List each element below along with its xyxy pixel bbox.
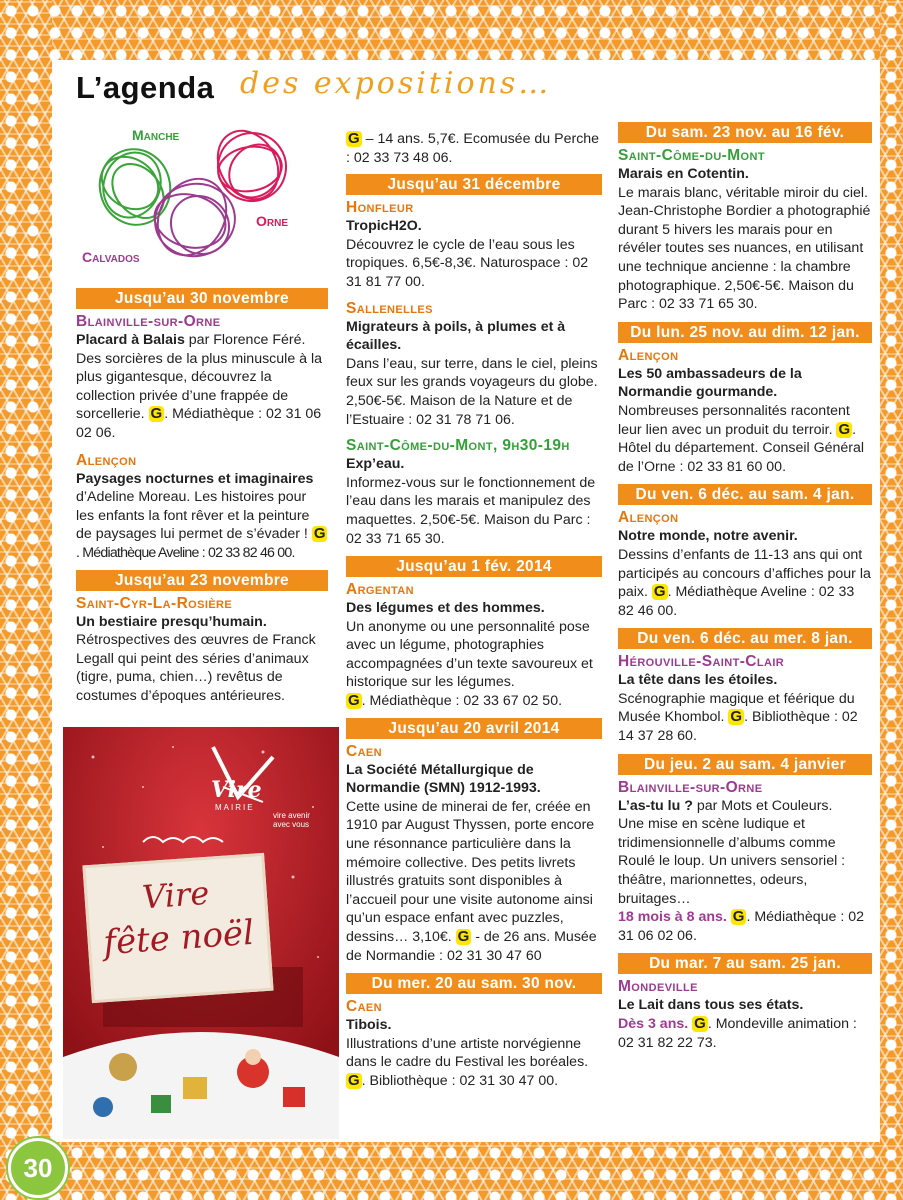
event-title: Des légumes et des hommes. (346, 600, 545, 617)
date-bar: Jusqu’au 1 fév. 2014 (346, 556, 602, 577)
agenda-column-1 (76, 288, 328, 706)
agenda-column-3 (618, 122, 872, 1052)
decorative-border-top (0, 0, 903, 60)
date-bar: Du ven. 6 déc. au mer. 8 jan. (618, 628, 872, 649)
event-description: Un anonyme ou une personnalité pose avec un légume, photographies accompagnées d’un texte savoureux et historique sur les légumes. (346, 618, 593, 691)
event-description-text: Illustrations d’une artiste norvégienne dans le cadre du Festival les boréales. (346, 1035, 589, 1071)
event-description: Rétrospectives des œuvres de Franck Legall qui peint des séries d’animaux (tigre, puma, chien…) revêtus de costumes d’époques antérieures. (76, 632, 316, 704)
event-description: Le marais blanc, véritable miroir du ciel. Jean-Christophe Bordier a photographié durant 5 hivers les marais pour en révéler toutes ses nuances, en utilisant une technique ancienne : la chambre photographique. 2,50€-5€. Maison du Parc : 02 33 71 65 30. (618, 184, 871, 313)
free-badge: G (348, 692, 360, 710)
event-location: Sallenelles (346, 299, 433, 317)
event-contact-line (618, 1015, 872, 1052)
event-description-text: Des sorcières de la plus minuscule à la plus gigantesque, découvrez la collection privée d’une frappée de sorcellerie. (76, 350, 323, 423)
poster-logo-sub: MAIRIE (215, 803, 255, 812)
date-bar: Jusqu’au 23 novembre (76, 570, 328, 591)
event-description: Découvrez le cycle de l’eau sous les tropiques. 6,5€-8,3€. Naturospace : 02 31 81 77 00. (346, 236, 589, 290)
free-badge: G (348, 1071, 360, 1089)
event-title: Tibois. (346, 1017, 392, 1034)
date-bar: Du ven. 6 déc. au sam. 4 jan. (618, 484, 872, 505)
event-location: Alençon (76, 451, 137, 469)
event-description (76, 488, 328, 562)
date-bar: Du mer. 20 au sam. 30 nov. (346, 973, 602, 994)
date-bar: Jusqu’au 30 novembre (76, 288, 328, 309)
event-location: Caen (346, 998, 383, 1016)
page-number: 30 (8, 1138, 68, 1198)
map-label-calvados: Calvados (82, 249, 140, 265)
event-description-text: Scénographie magique et féérique du Musée Khombol. (618, 690, 855, 726)
free-badge: G (694, 1015, 706, 1032)
event-title: La tête dans les étoiles. (618, 672, 778, 689)
event-description-text: d’Adeline Moreau. Les histoires pour les enfants la font rêver et la peinture de paysages lui permet de s’évader ! (76, 489, 312, 543)
page-title-script: des expositions… (240, 66, 552, 101)
event-location: Blainville-sur-Orne (618, 778, 763, 796)
event-description-text: Dessins d’enfants de 11-13 ans qui ont participés au concours d’affiches pour la paix. (618, 546, 871, 601)
event-title: Marais en Cotentin. (618, 166, 749, 182)
event-title: La Société Métallurgique de Normandie (SMN) 1912-1993. (346, 761, 541, 797)
event-contact: . Hôtel du département. Conseil Général de l’Orne : 02 33 81 60 00. (618, 421, 865, 475)
event-description (76, 350, 328, 443)
date-bar: Du lun. 25 nov. au dim. 12 jan. (618, 322, 872, 343)
event-contact: – 14 ans. 5,7€. Ecomusée du Perche : 02 33 73 48 06. (346, 131, 600, 166)
event-description: Informez-vous sur le fonctionnement de l’eau dans les marais et manipulez des maquettes. 2,50€-5€. Maison du Parc : 02 33 71 65 30. (346, 474, 596, 547)
event-title: Paysages nocturnes et imaginaires (76, 470, 314, 487)
date-bar: Du jeu. 2 au sam. 4 janvier (618, 754, 872, 775)
date-bar: Du mar. 7 au sam. 25 jan. (618, 953, 872, 974)
map-label-manche: Manche (132, 127, 180, 143)
event-location: Caen (346, 742, 383, 760)
event-location: Hérouville-Saint-Clair (618, 653, 785, 671)
age-range: 18 mois à 8 ans. (618, 909, 727, 926)
event-entry (618, 797, 872, 816)
decorative-border-left (0, 0, 52, 1200)
event-contact: . Bibliothèque : 02 14 37 28 60. (618, 709, 858, 745)
event-title: Exp’eau. (346, 456, 405, 473)
event-location: Saint-Côme-du-Mont, 9h30-19h (346, 437, 570, 455)
event-title: TropicH2O. (346, 218, 422, 235)
event-location: Saint-Cyr-La-Rosière (76, 594, 233, 612)
map-label-orne: Orne (256, 213, 289, 229)
event-contact: . Médiathèque : 02 33 67 02 50. (361, 693, 563, 710)
free-badge: G (838, 420, 851, 438)
event-contact: . Médiathèque : 02 31 06 02 06. (618, 909, 864, 944)
event-description (618, 690, 872, 746)
event-description (618, 546, 872, 620)
poster-sign-line1: Vire (140, 873, 211, 917)
event-location: Mondeville (618, 978, 698, 996)
event-description-text: Cette usine de minerai de fer, créée en 1910 par August Thyssen, porte encore une résonnance particulière dans la mémoire collective. Des petits livrets illustrés gratuits sont disponibles à l’accueil pour une visite autonome ainsi qu’un espace enfant avec puzzles, dessins… 3,10€. (346, 798, 595, 945)
event-contact: . Médiathèque Aveline : 02 33 82 46 00. (618, 584, 855, 619)
poster-sign (82, 853, 273, 1003)
decorative-border-right (880, 0, 903, 1200)
event-location: Alençon (618, 346, 679, 364)
region-map-illustration (80, 125, 310, 275)
event-description: Dans l’eau, sur terre, dans le ciel, pleins feux sur les grands voyageurs du globe. 2,50€-5€. Maison de la Nature et de l’Estuaire : 02 31 78 71 06. (346, 355, 598, 428)
agenda-column-2 (346, 130, 602, 1091)
event-location: Argentan (346, 581, 414, 599)
event-description (346, 798, 602, 965)
event-contact: - de 26 ans. Musée de Normandie : 02 31 30 47 60 (346, 929, 597, 964)
free-badge: G (653, 583, 666, 601)
event-title-suffix: par Mots et Couleurs. (692, 797, 833, 814)
free-badge: G (348, 130, 360, 147)
event-title: Notre monde, notre avenir. (618, 528, 798, 545)
event-title: Les 50 ambassadeurs de la Normandie gourmande. (618, 365, 802, 401)
page-title: L’agenda (76, 70, 215, 105)
poster-tagline: vire avenir avec vous (273, 811, 310, 829)
event-contact-line (618, 908, 872, 945)
event-title: L’as-tu lu ? (618, 797, 693, 814)
age-range: Dès 3 ans. (618, 1016, 689, 1032)
event-description (618, 402, 872, 476)
free-badge: G (732, 908, 745, 926)
event-title: Un bestiaire presqu’humain. (76, 613, 267, 630)
free-badge: G (730, 708, 743, 726)
free-badge: G (150, 405, 163, 423)
event-location: Honfleur (346, 199, 414, 217)
event-contact: . Bibliothèque : 02 31 30 47 00. (361, 1072, 559, 1089)
event-title-suffix: par Florence Féré. (184, 332, 306, 348)
free-badge: G (313, 525, 326, 543)
poster-sign-line2: fête noël (102, 912, 256, 964)
event-contact: . Médiathèque Aveline : 02 33 82 46 00. (76, 544, 295, 561)
event-contact-line (346, 692, 602, 711)
event-title: Migrateurs à poils, à plumes et à écailles. (346, 318, 566, 354)
event-description: Une mise en scène ludique et tridimensionnelle d’albums comme Roulé le loup. Un univers sensoriel : théâtre, marionnettes, odeurs, bruitages… (618, 816, 846, 907)
event-description (346, 130, 602, 167)
date-bar: Du sam. 23 nov. au 16 fév. (618, 122, 872, 143)
event-location: Alençon (618, 509, 679, 527)
date-bar: Jusqu’au 31 décembre (346, 174, 602, 195)
event-description (346, 1035, 602, 1091)
free-badge: G (457, 928, 470, 945)
decorative-border-bottom (0, 1142, 903, 1200)
event-location: Blainville-sur-Orne (76, 313, 221, 330)
date-bar: Jusqu’au 20 avril 2014 (346, 718, 602, 739)
event-contact: . Médiathèque : 02 31 06 02 06. (76, 406, 322, 441)
event-description-text: Nombreuses personnalités racontent leur lien avec un produit du terroir. (618, 402, 850, 438)
event-contact: . Mondeville animation : 02 31 82 22 73. (618, 1016, 857, 1051)
poster-logo-text: Vire (211, 777, 262, 803)
event-location: Saint-Côme-du-Mont (618, 147, 765, 164)
vire-fete-noel-poster (63, 727, 339, 1139)
event-entry (76, 331, 328, 350)
event-title: Placard à Balais (76, 332, 185, 348)
event-title: Le Lait dans tous ses états. (618, 997, 804, 1014)
